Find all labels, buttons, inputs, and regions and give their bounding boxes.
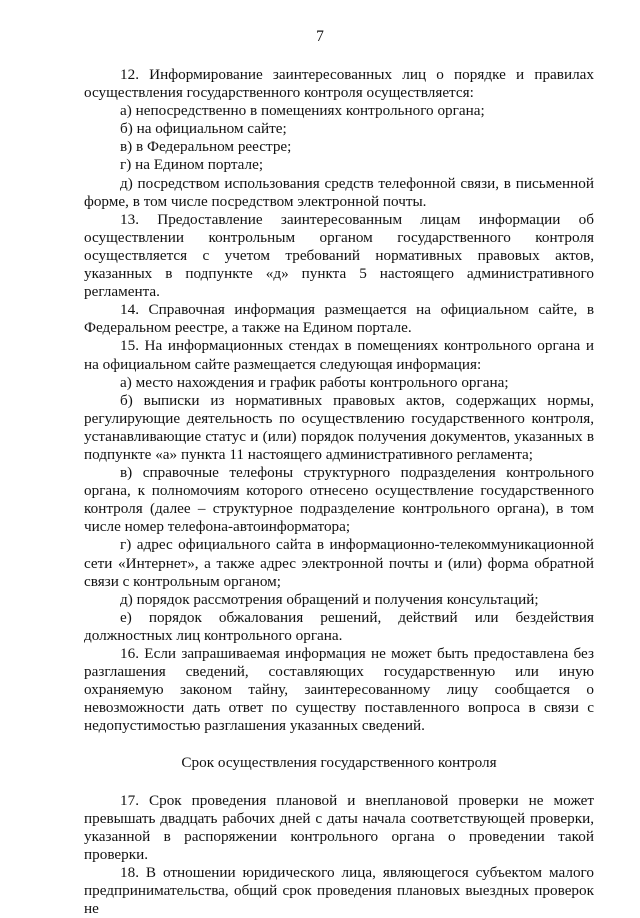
page-number: 7: [316, 28, 324, 45]
paragraph-15-item-g: г) адрес официального сайта в информационно-телекоммуникационной сети «Интернет», а также адрес электронной почты и (или) форма обратной связи с контрольным органом;: [84, 536, 594, 590]
section-title: Срок осуществления государственного контроля: [181, 754, 497, 772]
paragraph-13: 13. Предоставление заинтересованным лицам информации об осуществлении контрольным органом государственного контроля осуществляется с учетом требований нормативных правовых актов, указанных в подпункте «д» пункта 5 настоящего административного регламента.: [84, 210, 594, 301]
paragraph-17: 17. Срок проведения плановой и внеплановой проверки не может превышать двадцать рабочих дней с даты начала соответствующей проверки, указанной в распоряжении контрольного органа о проведении такой проверки.: [84, 791, 594, 863]
paragraph-15-item-b: б) выписки из нормативных правовых актов, содержащих нормы, регулирующие деятельность по осуществлению государственного контроля, устанавливающие статус и (или) порядок получения документов, указанных в подпункте «а» пункта 11 настоящего административного регламента;: [84, 391, 594, 463]
paragraph-12-item-a: а) непосредственно в помещениях контрольного органа;: [120, 102, 485, 120]
document-body: [84, 66, 594, 918]
paragraph-15-item-d: д) порядок рассмотрения обращений и получения консультаций;: [120, 590, 539, 608]
paragraph-15-intro: 15. На информационных стендах в помещениях контрольного органа и на официальном сайте размещается следующая информация:: [84, 337, 594, 373]
paragraph-12-item-v: в) в Федеральном реестре;: [120, 138, 292, 156]
paragraph-18: 18. В отношении юридического лица, являющегося субъектом малого предпринимательства, общий срок проведения плановых выездных проверок не: [84, 863, 594, 918]
paragraph-16: 16. Если запрашиваемая информация не может быть предоставлена без разглашения сведений, составляющих государственную или иную охраняемую законом тайну, заинтересованному лицу сообщается о невозможности дать ответ по существу поставленного вопроса в связи с недопустимостью разглашения указанных сведений.: [84, 645, 594, 735]
paragraph-14: 14. Справочная информация размещается на официальном сайте, в Федеральном реестре, а также на Едином портале.: [84, 301, 594, 337]
paragraph-15-item-e: е) порядок обжалования решений, действий или бездействия должностных лиц контрольного органа.: [84, 608, 594, 644]
paragraph-12-item-d: д) посредством использования средств телефонной связи, в письменной форме, в том числе посредством электронной почты.: [84, 174, 594, 210]
paragraph-15-item-v: в) справочные телефоны структурного подразделения контрольного органа, к полномочиям которого отнесено осуществление государственного контроля (далее – структурное подразделение контрольного органа), в том числе номер телефона-автоинформатора;: [84, 464, 594, 536]
paragraph-12-item-b: б) на официальном сайте;: [120, 120, 287, 138]
paragraph-12-intro: 12. Информирование заинтересованных лиц о порядке и правилах осуществления государственного контроля осуществляется:: [84, 66, 594, 102]
paragraph-12-item-g: г) на Едином портале;: [120, 156, 264, 174]
paragraph-15-item-a: а) место нахождения и график работы контрольного органа;: [120, 373, 509, 391]
